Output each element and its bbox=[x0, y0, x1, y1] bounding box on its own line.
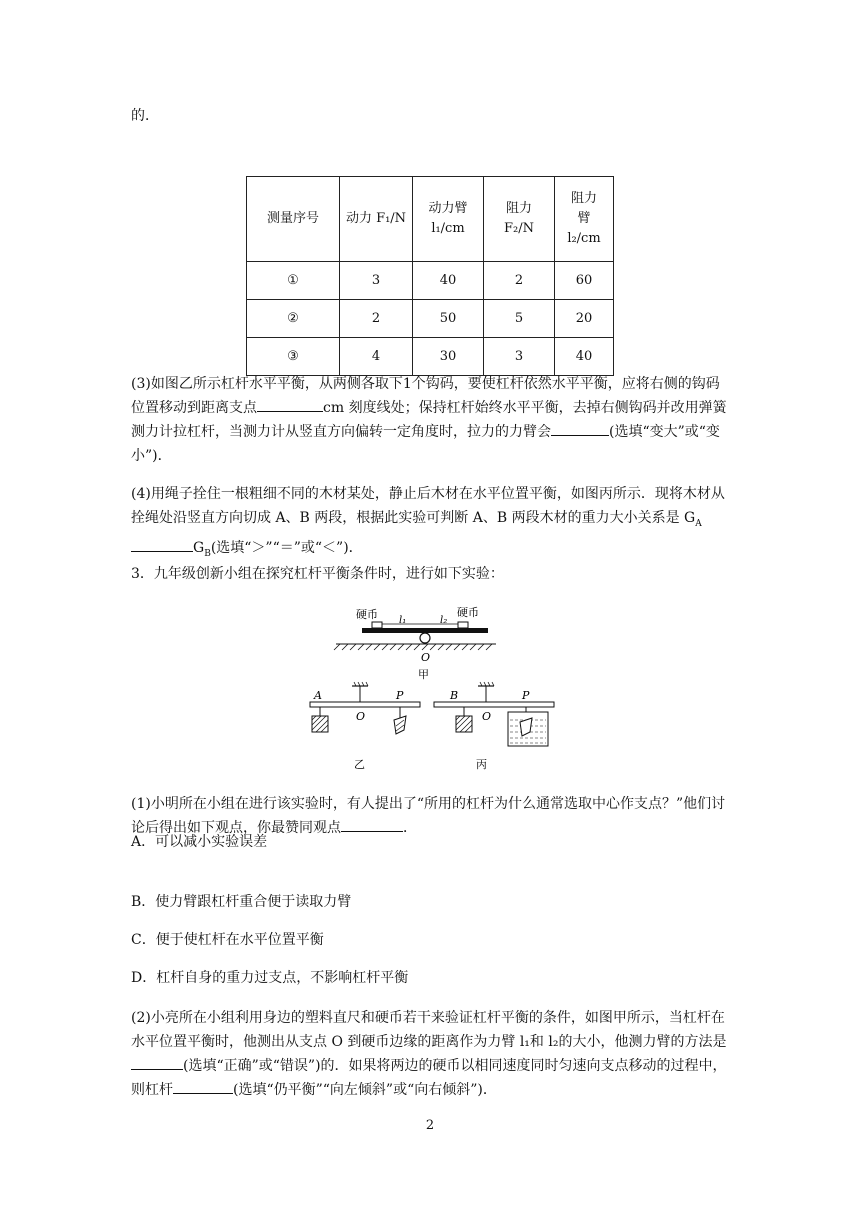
label-a: A bbox=[314, 689, 322, 702]
coin-left bbox=[372, 622, 382, 628]
answer-blank[interactable] bbox=[551, 421, 609, 436]
table-cell: 60 bbox=[555, 262, 614, 300]
option-a: A．可以减小实验误差 bbox=[131, 834, 268, 850]
table-header-row bbox=[247, 177, 614, 262]
option-d: D．杠杆自身的重力过支点，不影响杠杆平衡 bbox=[131, 970, 409, 986]
table-cell: 3 bbox=[484, 338, 555, 376]
question-3-title: 3．九年级创新小组在探究杠杆平衡条件时，进行如下实验： bbox=[131, 566, 504, 582]
answer-blank[interactable] bbox=[131, 537, 193, 552]
table-cell: 30 bbox=[413, 338, 484, 376]
answer-blank[interactable] bbox=[257, 397, 323, 412]
header-cell: 阻力 F₂/N bbox=[484, 177, 555, 262]
label-p-right: P bbox=[522, 689, 530, 702]
label-o-top: O bbox=[421, 651, 431, 664]
lever-yi bbox=[310, 702, 420, 707]
header-cell: 测量序号 bbox=[247, 177, 340, 262]
label-coin-left: 硬币 bbox=[356, 608, 378, 621]
table-cell: ③ bbox=[247, 338, 340, 376]
pivot-roller bbox=[420, 633, 430, 643]
table-cell: 40 bbox=[555, 338, 614, 376]
weight-a bbox=[312, 716, 328, 732]
figure-bing bbox=[434, 682, 554, 771]
label-jia: 甲 bbox=[418, 668, 429, 681]
table-cell: 2 bbox=[340, 300, 413, 338]
label-bing: 丙 bbox=[476, 758, 487, 771]
weight-b bbox=[456, 716, 472, 732]
label-o-right: O bbox=[482, 710, 492, 723]
page-number: 2 bbox=[425, 1118, 435, 1133]
top-fragment: 的． bbox=[131, 108, 159, 124]
answer-blank[interactable] bbox=[341, 817, 403, 832]
question-2-part-3: (3)如图乙所示杠杆水平平衡，从两侧各取下1个钩码，要使杠杆依然水平平衡，应将右侧的钩码位置移动到距离支点 cm 刻度线处；保持杠杆始终水平平衡，去掉右侧钩码并改用弹簧测力计拉杠杆，当测力计从竖直方向偏转一定角度时，拉力的力臂会 (选填“变大”或“变小”)． bbox=[131, 376, 727, 464]
option-b: B．使力臂跟杠杆重合便于读取力臂 bbox=[131, 894, 352, 910]
table-cell: 20 bbox=[555, 300, 614, 338]
table-cell: 50 bbox=[413, 300, 484, 338]
label-l2: l₂ bbox=[440, 615, 448, 626]
table-cell: ② bbox=[247, 300, 340, 338]
label-b: B bbox=[450, 689, 459, 702]
ruler bbox=[362, 628, 488, 633]
data-table bbox=[246, 176, 614, 376]
lever-experiment-figure bbox=[300, 598, 560, 778]
answer-blank[interactable] bbox=[173, 1079, 233, 1094]
figure-jia bbox=[334, 606, 496, 681]
header-cell: 阻力 臂 l₂/cm bbox=[555, 177, 614, 262]
table-cell: 4 bbox=[340, 338, 413, 376]
table-row bbox=[247, 262, 614, 300]
label-yi: 乙 bbox=[354, 758, 365, 771]
question-3-part-1: (1)小明所在小组在进行该实验时，有人提出了“所用的杠杆为什么通常选取中心作支点？”他们讨论后得出如下观点，你最赞同观点 ． bbox=[131, 796, 726, 836]
header-cell: 动力臂 l₁/cm bbox=[413, 177, 484, 262]
object-p-left bbox=[394, 716, 406, 734]
table-cell: 3 bbox=[340, 262, 413, 300]
table-cell: 2 bbox=[484, 262, 555, 300]
lever-bing bbox=[434, 702, 554, 707]
header-cell: 动力 F₁/N bbox=[340, 177, 413, 262]
label-l1: l₁ bbox=[399, 615, 407, 626]
answer-blank[interactable] bbox=[131, 1055, 183, 1070]
question-3-part-2: (2)小亮所在小组利用身边的塑料直尺和硬币若干来验证杠杆平衡的条件，如图甲所示，当杠杆在水平位置平衡时，他测出从支点 O 到硬币边缘的距离作为力臂 l₁和 l₂的大小，他测力臂的方法是(选填“正确”或“错误”)的．如果将两边的硬币以相同速度同时匀速向支点移动的过程中，则杠杆 (选填“仍平衡”“向左倾斜”或“向右倾斜”)． bbox=[131, 1010, 727, 1098]
table-row bbox=[247, 300, 614, 338]
question-2-part-4: (4)用绳子拴住一根粗细不同的木材某处，静止后木材在水平位置平衡，如图丙所示．现将木材从拴绳处沿竖直方向切成 A、B 两段，根据此实验可判断 A、B 两段木材的重力大小关系是 $G_AG_B$(选填“＞”“＝”或“＜”)． bbox=[131, 486, 725, 559]
label-p-left: P bbox=[396, 689, 404, 702]
figure-yi bbox=[310, 682, 420, 771]
label-coin-right: 硬币 bbox=[457, 606, 479, 619]
table-cell: 40 bbox=[413, 262, 484, 300]
option-c: C．便于使杠杆在水平位置平衡 bbox=[131, 932, 324, 948]
table-cell: ① bbox=[247, 262, 340, 300]
table-row bbox=[247, 338, 614, 376]
table-cell: 5 bbox=[484, 300, 555, 338]
label-o-left: O bbox=[356, 710, 366, 723]
coin-right bbox=[458, 622, 468, 628]
